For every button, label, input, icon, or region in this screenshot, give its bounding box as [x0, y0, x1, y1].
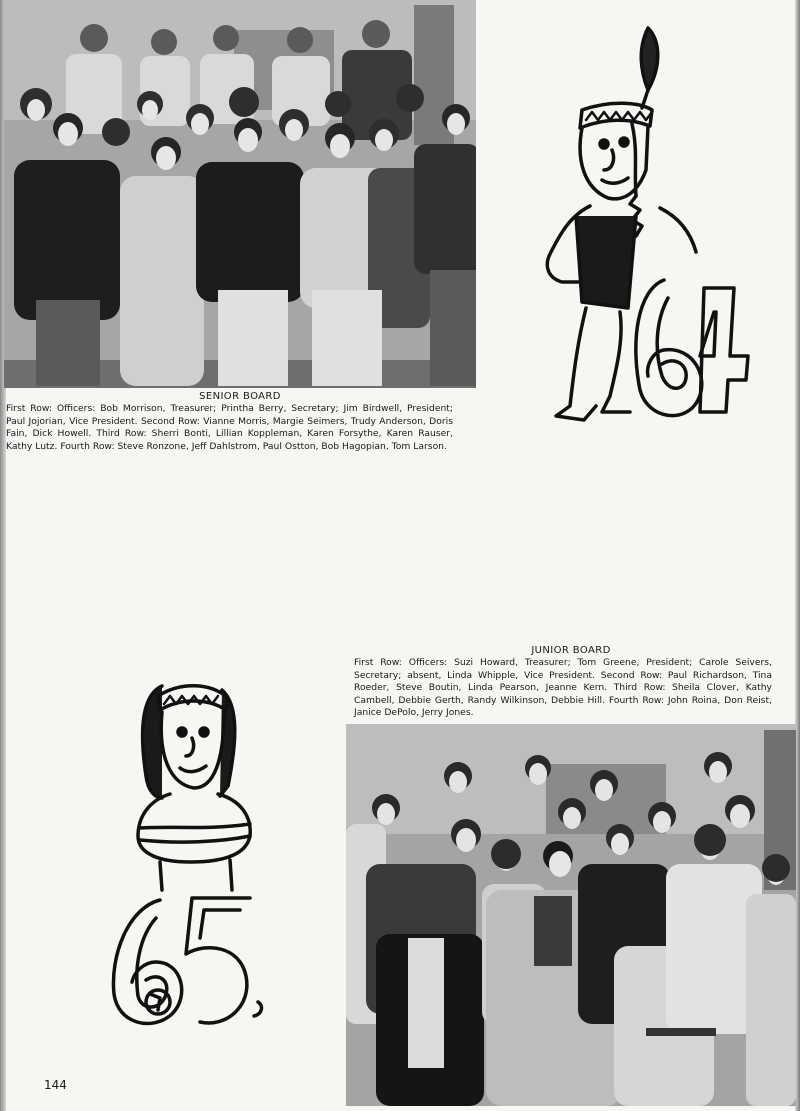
senior-board-photo-figures: [4, 0, 476, 388]
junior-board-photo-figures: [346, 724, 796, 1106]
senior-board-caption: First Row: Officers: Bob Morrison, Treasurer; Printha Berry, Secretary; Jim Birdwell, President; Paul Jojorian, Vice President. Second Row: Vianne Morris, Margie Seimers, Trudy Anderson, Doris Fain, Dick Howell. Third Row: Sherri Bonti, Lillian Koppleman, Karen Forsythe, Karen Rauser, Kathy Lutz. Fourth Row: Steve Ronzone, Jeff Dahlstrom, Paul Ostton, Bob Hagopian, Tom Larson.: [6, 403, 453, 452]
page-number: 144: [44, 1078, 67, 1092]
junior-board-photo: [346, 724, 796, 1106]
mascot-65-drawing: [100, 676, 270, 1050]
junior-board-title: JUNIOR BOARD: [531, 645, 611, 656]
mascot-64-drawing: [520, 20, 770, 444]
senior-board-title: SENIOR BOARD: [199, 391, 281, 402]
senior-board-photo: [4, 0, 476, 388]
junior-board-caption: First Row: Officers: Suzi Howard, Treasurer; Tom Greene, President; Carole Seivers, Secretary; absent, Linda Whipple, Vice President. Second Row: Paul Richardson, Tina Roeder, Steve Boutin, Linda Pearson, Jeanne Kern. Third Row: Sheila Clover, Kathy Cambell, Debbie Gerth, Randy Wilkinson, Debbie Hill. Fourth Row: John Roina, Don Reist, Janice DePolo, Jerry Jones.: [354, 657, 772, 719]
